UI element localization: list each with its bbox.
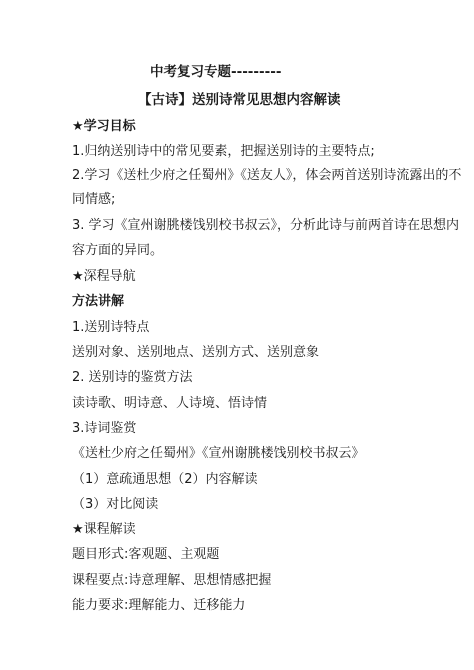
method-point-3-poems: 《送杜少府之任蜀州》《宣州谢朓楼饯别校书叔云》	[72, 446, 365, 461]
document-header: 中考复习专题---------	[150, 64, 282, 80]
method-point-2-detail: 读诗歌、明诗意、人诗境、悟诗情	[72, 396, 268, 411]
method-point-3-item-2: （3）对比阅读	[72, 497, 159, 512]
course-type: 题目形式:客观题、主观题	[72, 547, 220, 562]
section-heading-goals: ★学习目标	[72, 119, 136, 134]
document-title: 【古诗】送别诗常见思想内容解读	[138, 92, 341, 108]
goal-item-1: 1.归纳送别诗中的常见要素，把握送别诗的主要特点;	[72, 144, 375, 159]
method-point-1-detail: 送别对象、送别地点、送别方式、送别意象	[72, 345, 320, 360]
section-heading-nav: ★深程导航	[72, 269, 136, 284]
goal-item-3-line-2: 容方面的异同。	[72, 243, 164, 258]
course-key: 课程要点:诗意理解、思想情感把握	[72, 573, 272, 588]
method-point-3: 3.诗词鉴赏	[72, 421, 137, 436]
goal-item-2-line-2: 同情感;	[72, 192, 116, 207]
section-heading-method: 方法讲解	[72, 294, 125, 309]
course-ability: 能力要求:理解能力、迁移能力	[72, 598, 246, 613]
method-point-3-item-1: （1）意疏通思想（2）内容解读	[72, 472, 258, 487]
method-point-2: 2. 送别诗的鉴赏方法	[72, 370, 193, 385]
method-point-1: 1.送别诗特点	[72, 320, 150, 335]
section-heading-course: ★课程解读	[72, 522, 136, 537]
goal-item-3-line-1: 3. 学习《宣州谢朓楼饯别校书叔云》，分析此诗与前两首诗在思想内	[72, 218, 460, 233]
goal-item-2-line-1: 2.学习《送杜少府之任蜀州》《送友人》，体会两首送别诗流露出的不	[72, 168, 462, 183]
